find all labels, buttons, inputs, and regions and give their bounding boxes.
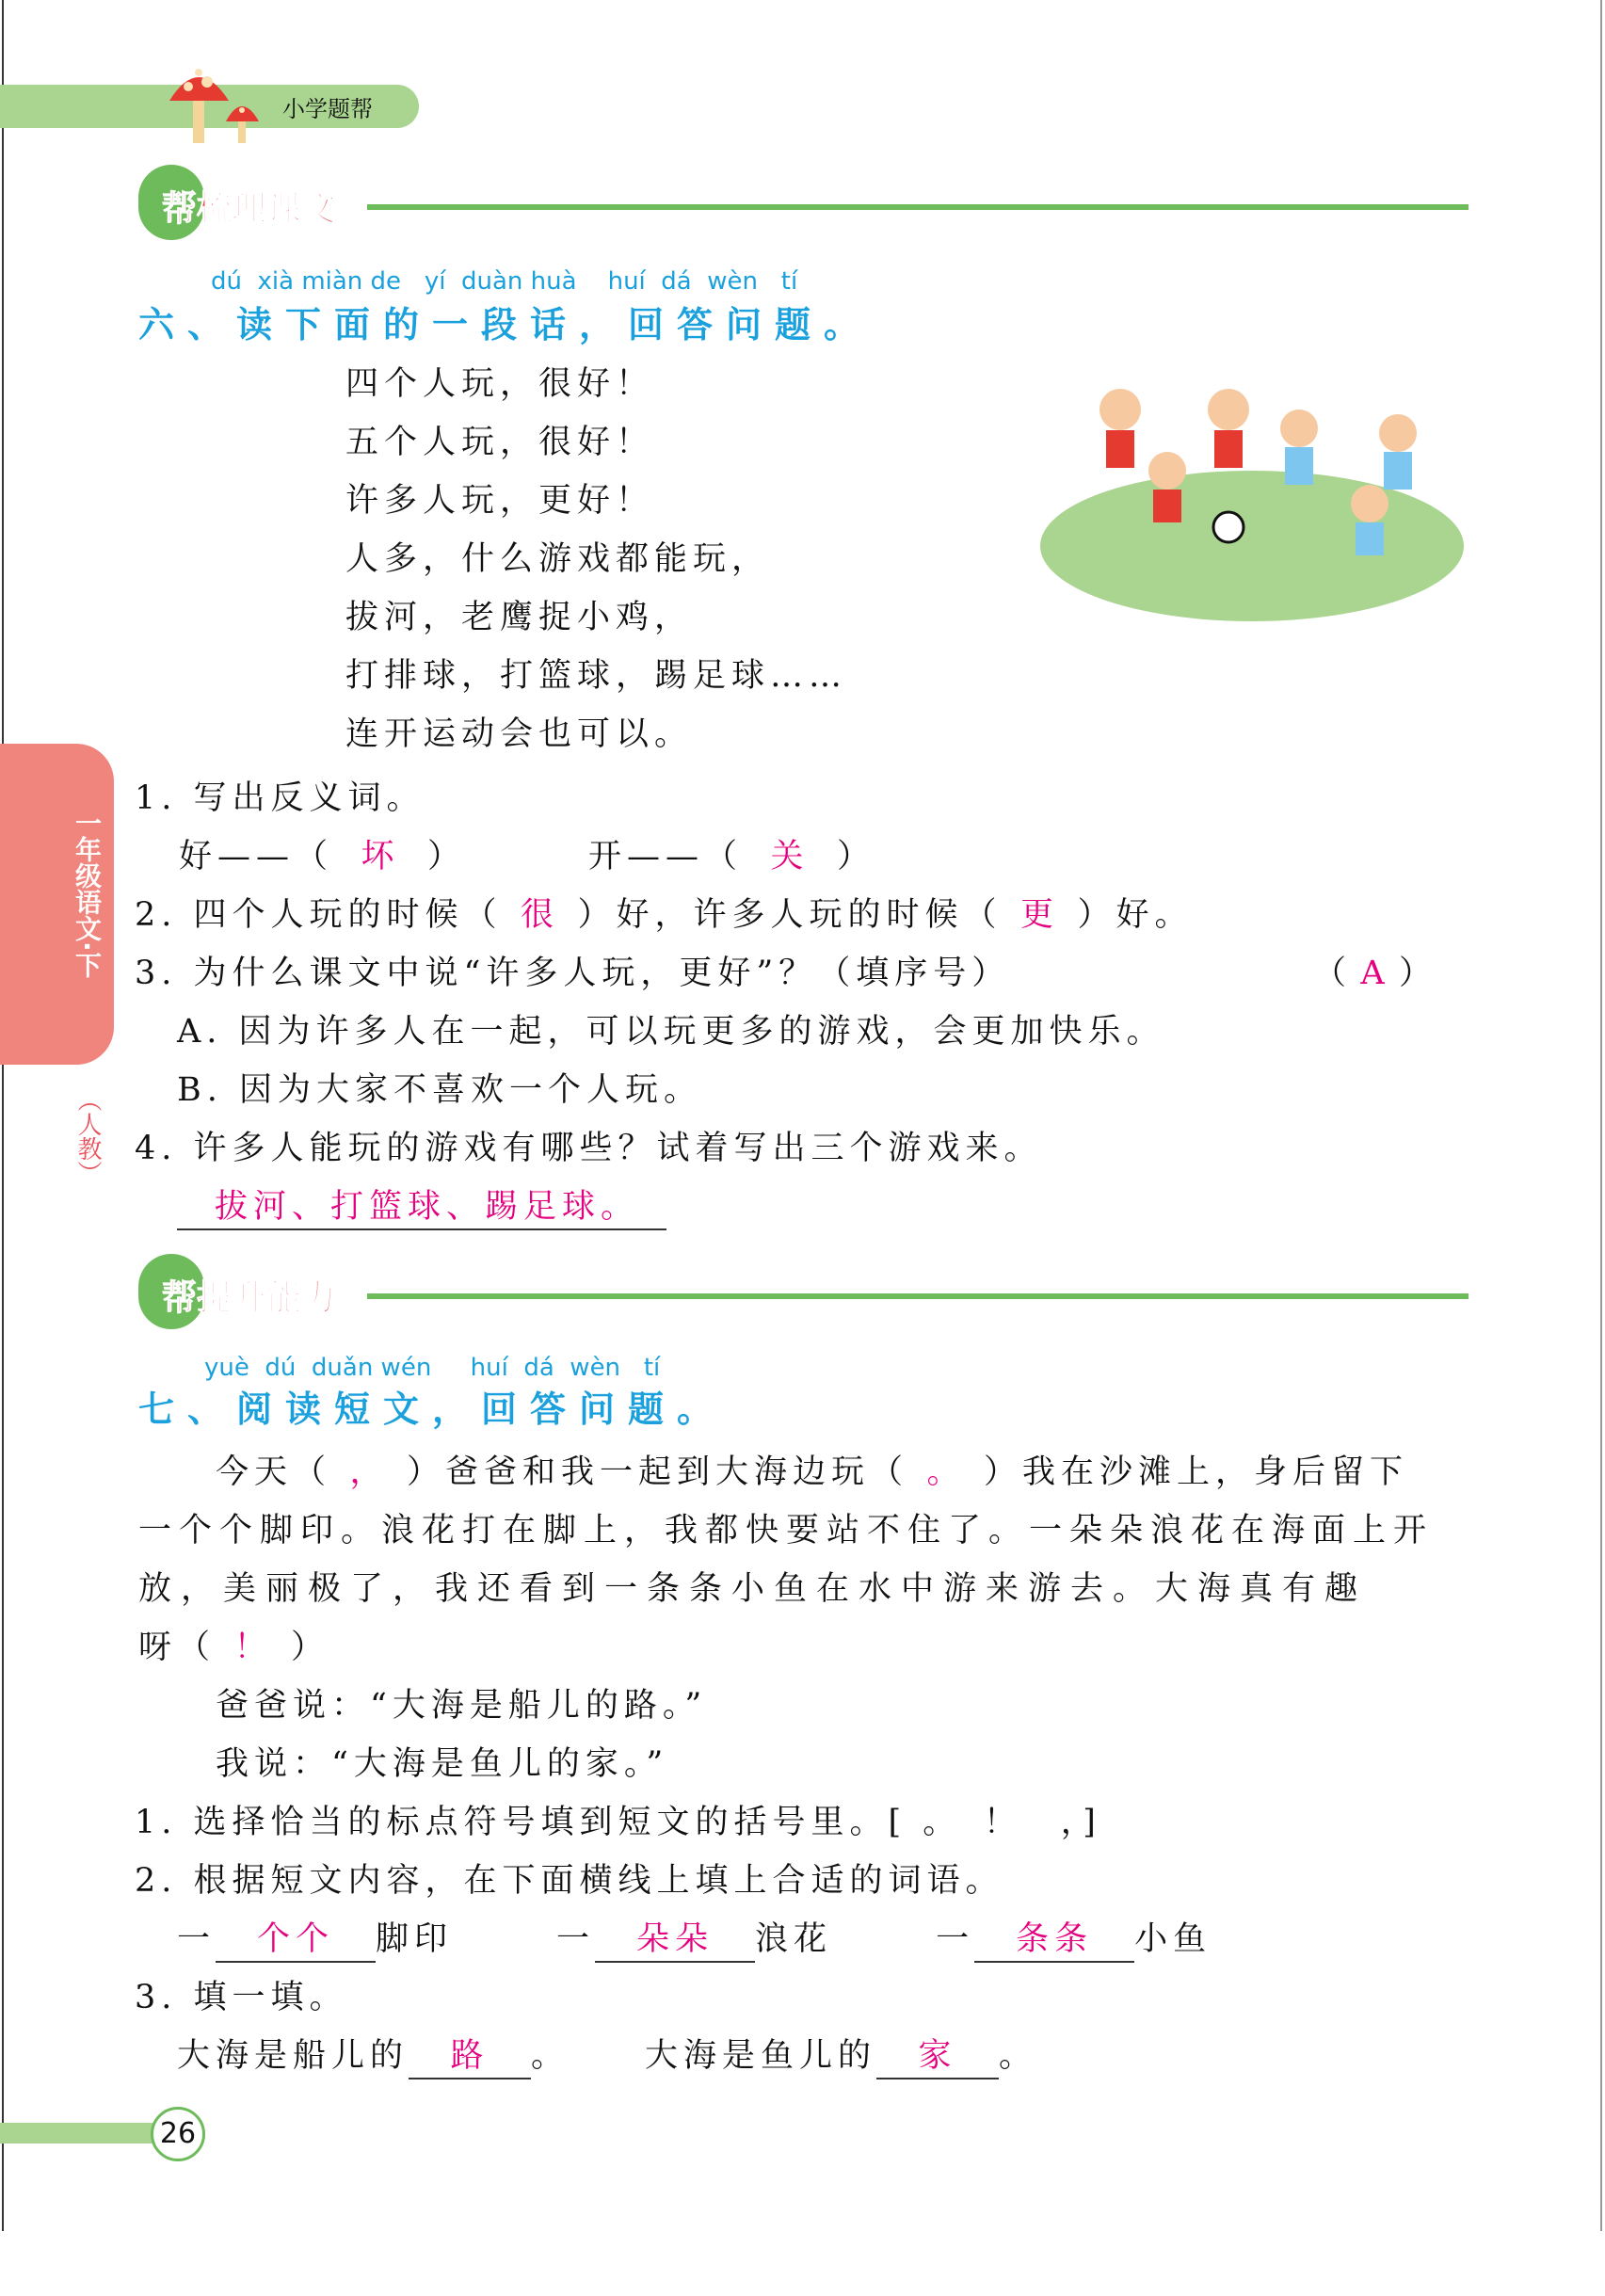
poem-line: 拔河，老鹰捉小鸡，: [345, 599, 694, 636]
answer-blank: 个个: [216, 1918, 376, 1963]
period: 。: [999, 2037, 1038, 2075]
bracket: ）: [1399, 955, 1438, 992]
answer: 。: [926, 1453, 966, 1491]
section-title: 帮提升能力: [162, 1277, 336, 1318]
bracket: （: [1313, 955, 1353, 992]
pinyin: yuè dú duǎn wén huí dá wèn tí: [204, 1354, 661, 1382]
answer-blank: 家: [876, 2034, 999, 2079]
section-header-2: [138, 1254, 1475, 1329]
q4-answer: 拔河、打篮球、踢足球。: [177, 1185, 666, 1230]
question-title: 七、阅读短文，回答问题。: [138, 1389, 727, 1430]
mushroom-icon: [165, 58, 268, 148]
q3-fill-row: [177, 2034, 1037, 2079]
q3-text: 大海是鱼儿的: [645, 2037, 877, 2075]
bracket: ）: [837, 838, 876, 875]
q3-option-a: A. 因为许多人在一起，可以玩更多的游戏，会更加快乐。: [177, 1013, 1165, 1051]
q1a-word: 好——（: [179, 838, 334, 875]
q2-pre: 一: [936, 1920, 975, 1958]
page-edge-left: [2, 0, 4, 2231]
poem: [345, 362, 847, 771]
passage-text: ）: [291, 1629, 330, 1666]
passage-text: 呀（: [138, 1629, 217, 1666]
side-tab-grade: 一年级语文·下: [72, 810, 103, 978]
section-divider: [367, 204, 1469, 210]
q2-post: 浪花: [755, 1920, 833, 1958]
passage-text: ）我在沙滩上，身后留下: [984, 1453, 1409, 1491]
answer-blank: 条条: [974, 1918, 1134, 1963]
q2-pre: 一: [556, 1920, 596, 1958]
passage-line: 一个个脚印。浪花打在脚上，我都快要站不住了。一朵朵浪花在海面上开: [138, 1512, 1435, 1549]
q1-prompt: 1. 写出反义词。: [135, 779, 425, 817]
section-header-1: [138, 165, 1475, 240]
answer: 很: [521, 896, 560, 934]
passage-line: 放，美丽极了，我还看到一条条小鱼在水中游来游去。大海真有趣: [138, 1570, 1368, 1608]
children-playing-illustration: [1035, 381, 1469, 626]
answer: ，: [349, 1453, 389, 1491]
poem-line: 连开运动会也可以。: [345, 715, 694, 753]
q2-fill-row: [177, 1918, 1212, 1963]
passage-line: [138, 1626, 329, 1669]
answer-blank: 朵朵: [595, 1918, 755, 1963]
poem-line: 许多人玩，更好！: [345, 482, 655, 520]
passage-line: 爸爸说：“大海是船儿的路。”: [138, 1687, 708, 1725]
q4-prompt: 4. 许多人能玩的游戏有哪些？试着写出三个游戏来。: [135, 1130, 1043, 1167]
poem-line: 人多，什么游戏都能玩，: [345, 540, 771, 578]
brand-label: 小学题帮: [282, 96, 373, 122]
q2: [135, 893, 1194, 937]
answer: ！: [233, 1629, 273, 1666]
pinyin: dú xià miàn de yí duàn huà huí dá wèn tí: [211, 267, 798, 296]
passage-text: 今天（: [138, 1453, 332, 1491]
section-divider: [367, 1293, 1469, 1299]
page-number: 26: [151, 2107, 205, 2161]
q2-post: 脚印: [376, 1920, 454, 1958]
page-edge-right: [1600, 0, 1602, 2231]
passage-line: [138, 1451, 1408, 1494]
answer: 坏: [361, 838, 400, 875]
question-title: 六、读下面的一段话，回答问题。: [138, 304, 874, 345]
answer: 关: [770, 838, 810, 875]
q3-prompt: 3. 为什么课文中说“许多人玩，更好”？（填序号）: [135, 955, 1011, 992]
q3-answer-box: [1313, 952, 1437, 995]
answer-blank: 路: [409, 2034, 531, 2079]
q2-prompt: 2. 根据短文内容，在下面横线上填上合适的词语。: [135, 1862, 1004, 1900]
q2-text: ）好。: [1077, 896, 1194, 934]
q3-text: 大海是船儿的: [177, 2037, 409, 2075]
answer: 更: [1020, 896, 1060, 934]
poem-line: 打排球，打篮球，踢足球……: [345, 657, 848, 695]
q2-text: ）好，许多人玩的时候（: [577, 896, 1003, 934]
section-title: 帮梳理课文: [162, 188, 336, 229]
passage-text: ）爸爸和我一起到大海边玩（: [407, 1453, 909, 1491]
passage-line: 我说：“大海是鱼儿的家。”: [138, 1745, 669, 1783]
q2-pre: 一: [177, 1920, 217, 1958]
poem-line: 五个人玩，很好！: [345, 424, 655, 461]
q2-text: 2. 四个人玩的时候（: [135, 896, 503, 934]
q1-antonym-row: [179, 835, 875, 878]
q1-prompt: 1. 选择恰当的标点符号填到短文的括号里。[ 。 ！ ，]: [135, 1804, 1101, 1841]
bracket: ）: [427, 838, 467, 875]
period: 。: [531, 2037, 570, 2075]
side-tab-edition: （人教）: [73, 1087, 102, 1185]
answer: A: [1360, 955, 1390, 992]
q2-post: 小鱼: [1134, 1920, 1212, 1958]
q1b-word: 开——（: [588, 838, 744, 875]
q3-option-b: B. 因为大家不喜欢一个人玩。: [177, 1071, 702, 1109]
poem-line: 四个人玩，很好！: [345, 365, 655, 403]
q3-prompt: 3. 填一填。: [135, 1979, 348, 2016]
